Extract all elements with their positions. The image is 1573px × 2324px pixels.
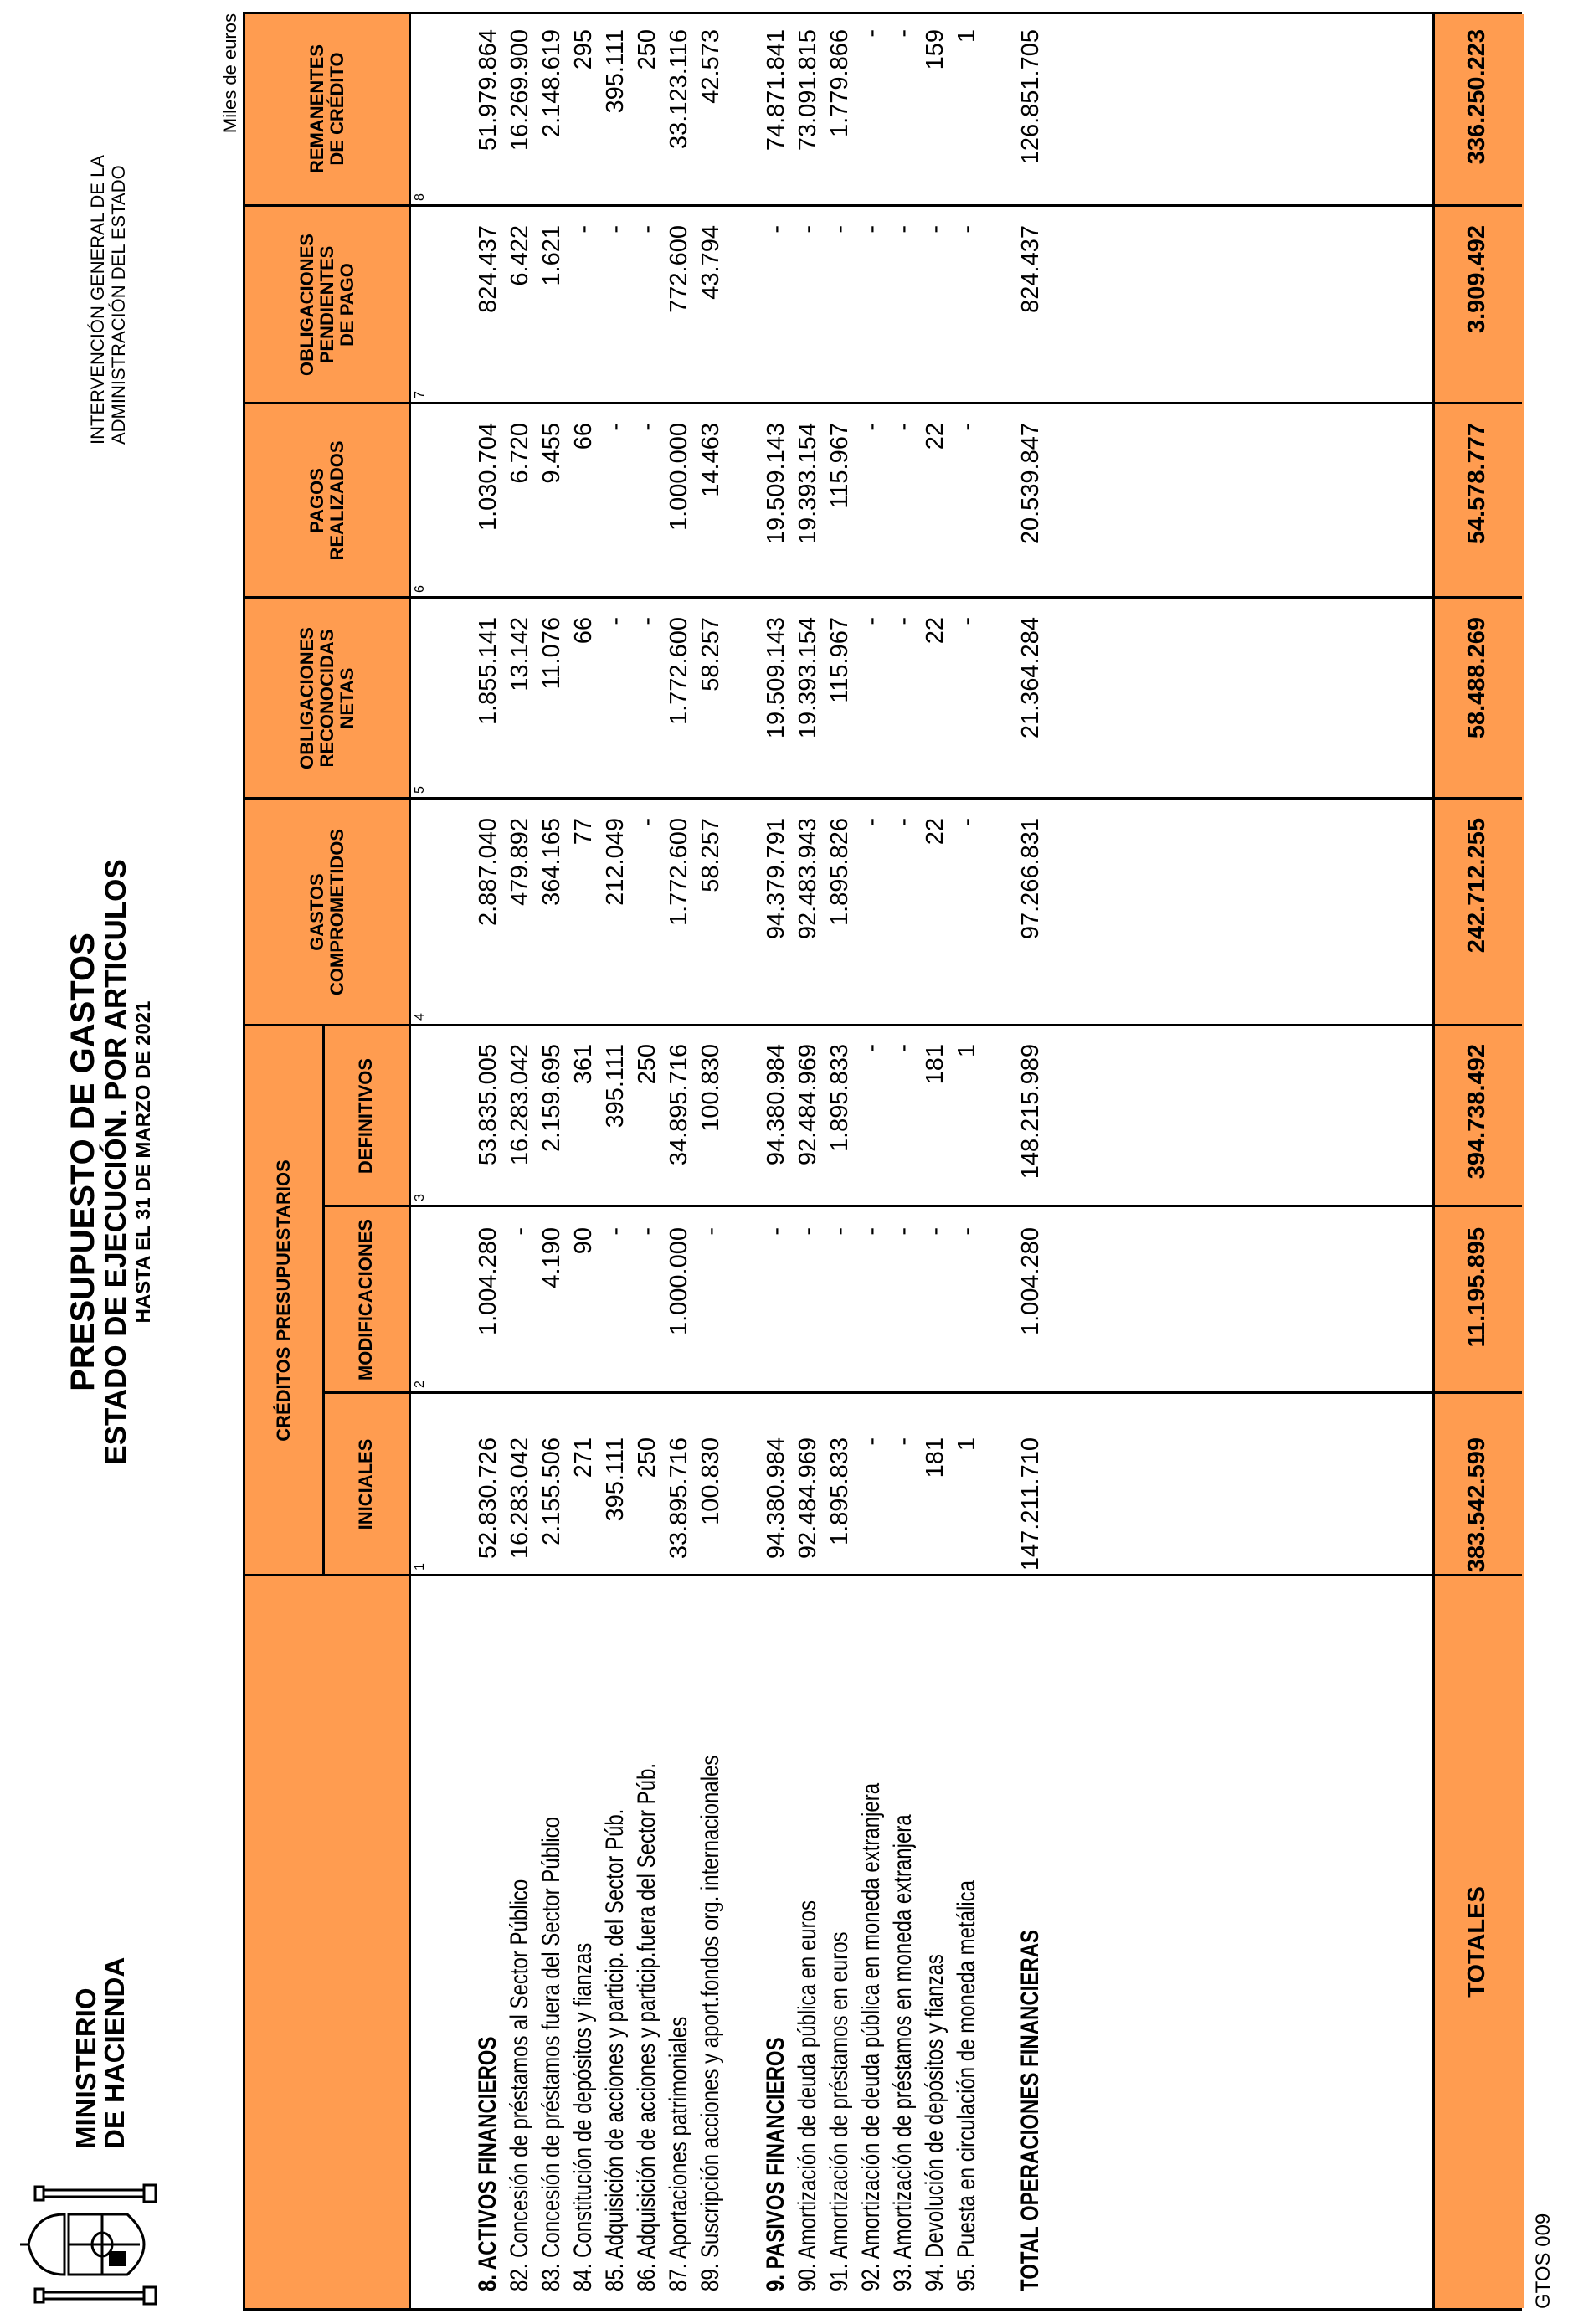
- cell-value: 20.539.847: [1017, 423, 1044, 545]
- cell-value: 115.967: [826, 617, 853, 703]
- column-header-line: REALIZADOS: [326, 440, 347, 561]
- column-header-line: RECONOCIDAS: [316, 629, 337, 768]
- cell-value: 11.076: [538, 617, 565, 690]
- cell-value: 4.190: [538, 1227, 565, 1288]
- row-label: 87. Aportaciones patrimoniales: [665, 2016, 692, 2291]
- cell-value: 395.111: [602, 1044, 629, 1129]
- header-bottom-rule: [409, 14, 411, 2308]
- totals-value: 11.195.895: [1463, 1227, 1490, 1348]
- column-header-line: REMANENTES: [306, 44, 327, 174]
- cell-value: 181: [922, 1044, 948, 1085]
- totals-value: 58.488.269: [1463, 617, 1490, 739]
- column-header: [245, 206, 409, 404]
- cell-value: 97.266.831: [1017, 818, 1044, 940]
- table-row: [1015, 14, 1046, 2308]
- cell-value: -: [858, 1437, 885, 1446]
- cell-value: 1.779.866: [826, 29, 853, 138]
- column-header: [245, 598, 409, 799]
- row-label: 90. Amortización de deuda pública en euros: [794, 1900, 821, 2291]
- cell-value: 19.393.154: [794, 423, 821, 545]
- cell-value: 90: [570, 1227, 597, 1255]
- table-row: [887, 14, 919, 2308]
- cell-value: -: [634, 225, 661, 234]
- row-label: 83. Concesión de préstamos fuera del Sector Público: [537, 1817, 565, 2291]
- row-label: 82. Concesión de préstamos al Sector Público: [506, 1879, 533, 2291]
- totals-value: 383.542.599: [1463, 1437, 1490, 1573]
- cell-value: 148.215.989: [1017, 1044, 1044, 1180]
- cell-value: 2.148.619: [538, 29, 565, 138]
- column-header-line: MODIFICACIONES: [354, 1218, 376, 1381]
- cell-value: 1.855.141: [475, 617, 501, 726]
- cell-value: 94.379.791: [763, 818, 789, 940]
- cell-value: 250: [634, 1044, 661, 1085]
- cell-value: 16.269.900: [506, 29, 533, 152]
- cell-value: -: [602, 617, 629, 625]
- table-row: [695, 14, 727, 2308]
- column-header-line: INICIALES: [354, 1438, 376, 1530]
- cell-value: 16.283.042: [506, 1437, 533, 1560]
- column-number: 4: [413, 1013, 427, 1021]
- cell-value: 42.573: [697, 29, 724, 104]
- cell-value: -: [506, 1227, 533, 1236]
- column-header-line: DE PAGO: [336, 263, 357, 347]
- cell-value: 66: [570, 617, 597, 645]
- cell-value: -: [826, 1227, 853, 1236]
- cell-value: 58.257: [697, 818, 724, 892]
- cell-value: 77: [570, 818, 597, 846]
- column-header-line: DE CRÉDITO: [326, 52, 347, 166]
- agency-line: ADMINISTRACIÓN DEL ESTADO: [108, 165, 129, 445]
- cell-value: -: [922, 1227, 948, 1236]
- cell-value: -: [858, 818, 885, 826]
- cell-value: 772.600: [666, 225, 692, 313]
- cell-value: -: [858, 225, 885, 234]
- row-label: 94. Devolución de depósitos y fianzas: [921, 1954, 948, 2291]
- cell-value: 66: [570, 423, 597, 450]
- cell-value: -: [890, 617, 917, 625]
- column-header-line: GASTOS: [306, 873, 327, 951]
- totals-label: TOTALES: [1463, 1886, 1490, 1998]
- cell-value: 126.851.705: [1017, 29, 1044, 165]
- column-header-line: NETAS: [336, 667, 357, 729]
- totals-value: 242.712.255: [1463, 818, 1490, 954]
- cell-value: -: [890, 225, 917, 234]
- cell-value: 2.159.695: [538, 1044, 565, 1153]
- cell-value: -: [602, 225, 629, 234]
- table-row: [760, 14, 792, 2308]
- totals-value: 3.909.492: [1463, 225, 1490, 334]
- cell-value: 1: [954, 1437, 980, 1452]
- cell-value: -: [634, 617, 661, 625]
- column-header: [322, 1206, 409, 1393]
- cell-value: -: [763, 225, 789, 234]
- cell-value: 19.509.143: [763, 617, 789, 739]
- cell-value: -: [954, 1227, 980, 1236]
- cell-value: 22: [922, 617, 948, 645]
- cell-value: 53.835.005: [475, 1044, 501, 1166]
- cell-value: 250: [634, 1437, 661, 1478]
- table-row: [536, 14, 568, 2308]
- cell-value: -: [890, 818, 917, 826]
- cell-value: -: [922, 225, 948, 234]
- cell-value: 13.142: [506, 617, 533, 692]
- column-header: [245, 12, 409, 206]
- row-label: 95. Puesta en circulación de moneda metálica: [953, 1880, 980, 2291]
- column-number: 6: [413, 585, 427, 593]
- cell-value: 181: [922, 1437, 948, 1478]
- units-label: Miles de euros: [219, 13, 240, 134]
- cell-value: 364.165: [538, 818, 565, 906]
- cell-value: 73.091.815: [794, 29, 821, 152]
- cell-value: 1.895.833: [826, 1044, 853, 1153]
- cell-value: -: [858, 617, 885, 625]
- cell-value: -: [697, 1227, 724, 1236]
- cell-value: 16.283.042: [506, 1044, 533, 1166]
- cell-value: 1: [954, 1044, 980, 1058]
- cell-value: 1.030.704: [475, 423, 501, 532]
- column-header-line: PENDIENTES: [316, 245, 337, 364]
- cell-value: 1.004.280: [475, 1227, 501, 1336]
- group-header-creditos: [245, 1026, 322, 1576]
- cell-value: 212.049: [602, 818, 629, 906]
- column-header: [245, 404, 409, 598]
- cell-value: -: [954, 423, 980, 431]
- cell-value: -: [634, 818, 661, 826]
- cell-value: 43.794: [697, 225, 724, 300]
- row-label: 8. ACTIVOS FINANCIEROS: [474, 2036, 501, 2291]
- cell-value: 94.380.984: [763, 1437, 789, 1560]
- cell-value: 271: [570, 1437, 597, 1478]
- cell-value: 22: [922, 818, 948, 846]
- row-label: 85. Adquisición de acciones y particip. del Sector Púb.: [601, 1808, 629, 2291]
- cell-value: -: [954, 818, 980, 826]
- cell-value: 1.895.826: [826, 818, 853, 927]
- cell-value: 1.772.600: [666, 617, 692, 726]
- cell-value: 115.967: [826, 423, 853, 509]
- cell-value: 51.979.864: [475, 29, 501, 152]
- cell-value: -: [794, 1227, 821, 1236]
- cell-value: 92.483.943: [794, 818, 821, 940]
- cell-value: 33.123.116: [666, 29, 692, 149]
- report-subtitle: ESTADO DE EJECUCIÓN. POR ARTICULOS: [100, 859, 132, 1465]
- cell-value: -: [890, 1044, 917, 1052]
- cell-value: -: [890, 423, 917, 431]
- column-header: [322, 1026, 409, 1206]
- table-row: [504, 14, 536, 2308]
- cell-value: 395.111: [602, 29, 629, 114]
- table-row: [631, 14, 663, 2308]
- table-row: [568, 14, 599, 2308]
- agency-name: [87, 155, 129, 445]
- cell-value: -: [858, 1044, 885, 1052]
- cell-value: -: [890, 1227, 917, 1236]
- cell-value: -: [602, 1227, 629, 1236]
- cell-value: 21.364.284: [1017, 617, 1044, 739]
- cell-value: 58.257: [697, 617, 724, 692]
- cell-value: 34.895.716: [666, 1044, 692, 1166]
- cell-value: -: [634, 1227, 661, 1236]
- cell-value: 250: [634, 29, 661, 70]
- row-label: 89. Suscripción acciones y aport.fondos org. internacionales: [697, 1755, 724, 2291]
- cell-value: -: [858, 1227, 885, 1236]
- row-label: TOTAL OPERACIONES FINANCIERAS: [1016, 1929, 1044, 2291]
- cell-value: 19.509.143: [763, 423, 789, 545]
- budget-table: [243, 12, 1522, 2311]
- cell-value: 479.892: [506, 818, 533, 906]
- cell-value: -: [890, 29, 917, 38]
- cell-value: -: [602, 423, 629, 431]
- cell-value: 2.887.040: [475, 818, 501, 927]
- row-label: 91. Amortización de préstamos en euros: [825, 1931, 853, 2291]
- table-row: [663, 14, 695, 2308]
- cell-value: 6.422: [506, 225, 533, 286]
- table-row: [856, 14, 887, 2308]
- table-row: [599, 14, 631, 2308]
- cell-value: 1.004.280: [1017, 1227, 1044, 1336]
- cell-value: -: [826, 225, 853, 234]
- cell-value: 94.380.984: [763, 1044, 789, 1166]
- row-label: 9. PASIVOS FINANCIEROS: [762, 2037, 789, 2291]
- column-header-line: OBLIGACIONES: [296, 627, 317, 769]
- cell-value: 19.393.154: [794, 617, 821, 739]
- cell-value: 9.455: [538, 423, 565, 484]
- footer-code: GTOS 009: [1532, 2213, 1555, 2309]
- totals-value: 54.578.777: [1463, 423, 1490, 545]
- cell-value: 92.484.969: [794, 1044, 821, 1166]
- table-row: [792, 14, 824, 2308]
- column-header: [245, 799, 409, 1026]
- report-period: HASTA EL 31 DE MARZO DE 2021: [132, 1000, 155, 1324]
- cell-value: -: [858, 423, 885, 431]
- table-row: [951, 14, 983, 2308]
- column-number: 7: [413, 391, 427, 398]
- cell-value: -: [763, 1227, 789, 1236]
- cell-value: 52.830.726: [475, 1437, 501, 1560]
- agency-line: INTERVENCIÓN GENERAL DE LA: [87, 155, 108, 445]
- cell-value: 2.155.506: [538, 1437, 565, 1546]
- cell-value: 1: [954, 29, 980, 44]
- cell-value: 33.895.716: [666, 1437, 692, 1560]
- table-row: [472, 14, 504, 2308]
- column-header-line: DEFINITIVOS: [354, 1057, 376, 1175]
- column-number: 2: [413, 1381, 427, 1388]
- cell-value: -: [954, 617, 980, 625]
- cell-value: 361: [570, 1044, 597, 1085]
- cell-value: 159: [922, 29, 948, 70]
- column-number: 1: [413, 1563, 427, 1571]
- report-title: PRESUPUESTO DE GASTOS: [64, 933, 101, 1391]
- cell-value: 824.437: [1017, 225, 1044, 313]
- cell-value: 100.830: [697, 1044, 724, 1132]
- cell-value: 395.111: [602, 1437, 629, 1522]
- column-number: 3: [413, 1194, 427, 1201]
- cell-value: -: [794, 225, 821, 234]
- column-header-line: PAGOS: [306, 468, 327, 533]
- row-label: 84. Constitución de depósitos y fianzas: [569, 1942, 597, 2291]
- cell-value: 92.484.969: [794, 1437, 821, 1560]
- cell-value: 100.830: [697, 1437, 724, 1525]
- column-header: [322, 1393, 409, 1576]
- column-number: 8: [413, 193, 427, 201]
- cell-value: 74.871.841: [763, 29, 789, 152]
- cell-value: 1.000.000: [666, 1227, 692, 1336]
- cell-value: 1.772.600: [666, 818, 692, 927]
- row-label: 92. Amortización de deuda pública en moneda extranjera: [857, 1782, 885, 2291]
- cell-value: -: [954, 225, 980, 234]
- cell-value: -: [634, 423, 661, 431]
- totals-value: 394.738.492: [1463, 1044, 1490, 1180]
- table-row: [919, 14, 951, 2308]
- cell-value: 147.211.710: [1017, 1437, 1044, 1571]
- group-header-label: CRÉDITOS PRESUPUESTARIOS: [273, 1159, 294, 1442]
- cell-value: 1.621: [538, 225, 565, 286]
- ministry-line: MINISTERIO: [70, 1987, 101, 2149]
- cell-value: 824.437: [475, 225, 501, 313]
- cell-value: 1.895.833: [826, 1437, 853, 1546]
- cell-value: 6.720: [506, 423, 533, 484]
- column-header-line: OBLIGACIONES: [296, 234, 317, 376]
- cell-value: 14.463: [697, 423, 724, 497]
- row-label: 93. Amortización de préstamos en moneda extranjera: [889, 1814, 917, 2291]
- table-row: [824, 14, 856, 2308]
- column-header-line: COMPROMETIDOS: [326, 828, 347, 996]
- cell-value: -: [570, 225, 597, 234]
- ministry-line: DE HACIENDA: [99, 1956, 130, 2149]
- cell-value: 295: [570, 29, 597, 70]
- cell-value: -: [858, 29, 885, 38]
- cell-value: 22: [922, 423, 948, 450]
- totals-value: 336.250.223: [1463, 29, 1490, 165]
- row-label: 86. Adquisición de acciones y particip.fuera del Sector Púb.: [633, 1762, 661, 2291]
- cell-value: 1.000.000: [666, 423, 692, 532]
- cell-value: -: [890, 1437, 917, 1446]
- column-number: 5: [413, 786, 427, 794]
